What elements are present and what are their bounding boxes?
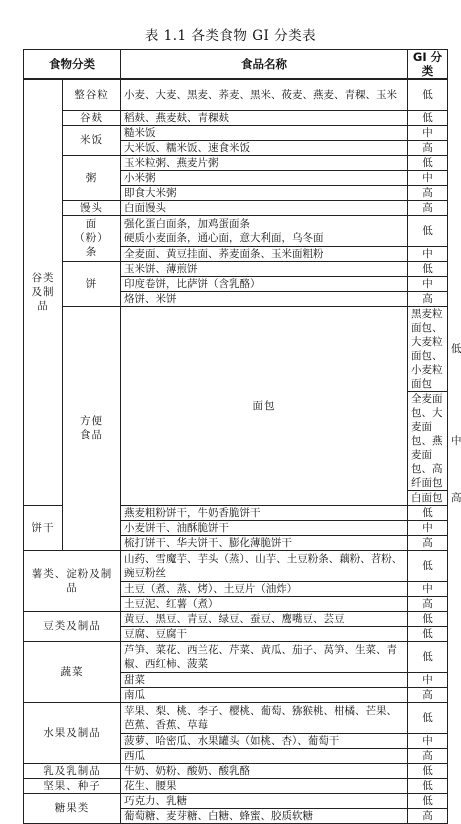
- table-row: [24, 611, 448, 626]
- gi-class-cell: 中: [408, 520, 448, 535]
- table-row: 白面包 高: [24, 490, 448, 505]
- gi-class-cell: 高: [408, 748, 448, 763]
- food-name-cell: 印度卷饼，比萨饼（含乳酪）: [121, 276, 408, 291]
- food-name-cell: 大米饭、糯米饭、速食米饭: [121, 140, 408, 155]
- food-name-cell: 甜菜: [121, 672, 408, 687]
- gi-class-cell: 低: [408, 110, 448, 125]
- food-name-cell: 西瓜: [121, 748, 408, 763]
- gi-class-cell: 中: [408, 125, 448, 140]
- gi-class-cell: 低: [408, 611, 448, 626]
- gi-class-cell: 低: [408, 626, 448, 641]
- table-row: [24, 200, 448, 215]
- food-name-cell: 黄豆、黑豆、青豆、绿豆、蚕豆、鹰嘴豆、芸豆: [121, 611, 408, 626]
- gi-class-cell: 中: [408, 672, 448, 687]
- table-row: [24, 215, 448, 246]
- food-name-cell: 梳打饼干、华夫饼干、膨化薄脆饼干: [121, 535, 408, 550]
- table-row: [24, 778, 448, 793]
- food-name-cell: 豆腐、豆腐干: [121, 626, 408, 641]
- table-row: [24, 793, 448, 808]
- gi-class-cell: 低: [408, 641, 448, 672]
- subcategory-cell: 谷麸: [63, 110, 121, 125]
- subcategory-cell: 饼干: [24, 505, 63, 550]
- gi-class-cell: 中: [408, 581, 448, 596]
- food-name-cell: 菠萝、哈密瓜、水果罐头（如桃、杏）、葡萄干: [121, 733, 408, 748]
- gi-class-cell: 高: [408, 808, 448, 823]
- food-name-cell: 土豆泥、红薯（煮）: [121, 596, 408, 611]
- subcategory-cell: 米饭: [63, 125, 121, 155]
- food-name-cell: 白面包: [408, 490, 448, 505]
- subcategory-cell: 饼: [63, 261, 121, 306]
- food-name-cell: 糙米饭: [121, 125, 408, 140]
- food-name-cell: 白面馒头: [121, 200, 408, 215]
- food-name-cell: 黑麦粒面包、大麦粒面包、小麦粒面包: [408, 306, 448, 391]
- table-row: 方便 食品 面包 黑麦粒面包、大麦粒面包、小麦粒面包 低: [24, 306, 448, 391]
- food-name-cell: 小米粥: [121, 170, 408, 185]
- gi-class-cell: 高: [408, 535, 448, 550]
- category-cell: 方便 食品: [63, 306, 121, 550]
- food-name-cell: 小麦饼干、油酥脆饼干: [121, 520, 408, 535]
- gi-class-cell: 低: [408, 79, 448, 110]
- gi-class-cell: 低: [408, 793, 448, 808]
- food-name-cell: 苹果、梨、桃、李子、樱桃、葡萄、猕猴桃、柑橘、芒果、芭蕉、香蕉、草莓: [121, 702, 408, 733]
- gi-class-cell: 低: [408, 763, 448, 778]
- table-row: [24, 550, 448, 581]
- gi-class-cell: 高: [408, 140, 448, 155]
- gi-class-cell: 高: [408, 200, 448, 215]
- gi-class-cell: 低: [408, 215, 448, 246]
- food-name-cell: 小麦、大麦、黑麦、荞麦、黑米、莜麦、燕麦、青稞、玉米: [121, 79, 408, 110]
- gi-class-cell: 低: [408, 505, 448, 520]
- gi-class-cell: 高: [408, 291, 448, 306]
- subcategory-cell: 粥: [63, 155, 121, 200]
- header-row: [24, 50, 448, 80]
- gi-class-cell: 高: [408, 596, 448, 611]
- category-cell: 豆类及制品: [24, 611, 121, 641]
- gi-classification-table: [23, 49, 461, 824]
- food-name-cell: 巧克力、乳糖: [121, 793, 408, 808]
- food-name-cell: 稻麸、燕麦麸、青稞麸: [121, 110, 408, 125]
- food-name-cell: 全麦面、黄豆挂面、荞麦面条、玉米面粗粉: [121, 246, 408, 261]
- header-food-name: 食品名称: [121, 50, 408, 80]
- gi-class-cell: 高: [408, 687, 448, 702]
- gi-class-cell: 低: [408, 155, 448, 170]
- food-name-cell: 即食大米粥: [121, 185, 408, 200]
- table-row: [24, 125, 448, 140]
- header-category: 食物分类: [24, 50, 121, 80]
- gi-class-cell: 中: [408, 733, 448, 748]
- gi-class-cell: 低: [408, 778, 448, 793]
- food-name-cell: 葡萄糖、麦芽糖、白糖、蜂蜜、胶质软糖: [121, 808, 408, 823]
- food-name-cell: 烙饼、米饼: [121, 291, 408, 306]
- table-row: [24, 110, 448, 125]
- food-name-cell: 强化蛋白面条，加鸡蛋面条 硬质小麦面条，通心面，意大利面，乌冬面: [121, 215, 408, 246]
- food-name-cell: 芦笋、菜花、西兰花、芹菜、黄瓜、茄子、莴笋、生菜、青椒、西红柿、菠菜: [121, 641, 408, 672]
- category-cell: 糖果类: [24, 793, 121, 823]
- food-name-cell: 玉米饼、薄煎饼: [121, 261, 408, 276]
- subcategory-cell: 面 （粉） 条: [63, 215, 121, 261]
- gi-class-cell: 低: [408, 261, 448, 276]
- food-name-cell: 花生、腰果: [121, 778, 408, 793]
- header-gi-class: GI 分类: [408, 50, 448, 80]
- category-cell: 坚果、种子: [24, 778, 121, 793]
- food-name-cell: 牛奶、奶粉、酸奶、酸乳酪: [121, 763, 408, 778]
- category-cell: 乳及乳制品: [24, 763, 121, 778]
- table-row: [24, 641, 448, 672]
- category-cell: 水果及制品: [24, 702, 121, 763]
- gi-class-cell: 低: [408, 702, 448, 733]
- subcategory-cell: 馒头: [63, 200, 121, 215]
- table-row: [24, 763, 448, 778]
- food-name-cell: 山药、雪魔芋、芋头（蒸）、山芋、土豆粉条、藕粉、苕粉、豌豆粉丝: [121, 550, 408, 581]
- table-row: [24, 155, 448, 170]
- gi-class-cell: 高: [408, 185, 448, 200]
- subcategory-cell: 面包: [121, 306, 408, 505]
- category-cell: 薯类、淀粉及制品: [24, 550, 121, 611]
- gi-class-cell: 低: [408, 550, 448, 581]
- table-title: 表 1.1 各类食物 GI 分类表: [144, 28, 317, 44]
- food-name-cell: 全麦面包、大麦面包、燕麦面包、高纤面包: [408, 391, 448, 490]
- table-body: [24, 79, 461, 823]
- gi-class-cell: 中: [408, 170, 448, 185]
- table-row: [24, 79, 448, 110]
- category-cell: 蔬菜: [24, 641, 121, 702]
- gi-class-cell: 中: [408, 276, 448, 291]
- food-name-cell: 燕麦粗粉饼干，牛奶香脆饼干: [121, 505, 408, 520]
- table-row: [24, 702, 448, 733]
- food-name-cell: 南瓜: [121, 687, 408, 702]
- food-name-cell: 土豆（煮、蒸、烤）、土豆片（油炸）: [121, 581, 408, 596]
- gi-class-cell: 中: [408, 246, 448, 261]
- table-row: [24, 261, 448, 276]
- food-name-cell: 玉米粒粥、燕麦片粥: [121, 155, 408, 170]
- subcategory-cell: 整谷粒: [63, 79, 121, 110]
- category-cell: 谷类 及制 品: [24, 79, 63, 505]
- table-row: 全麦面包、大麦面包、燕麦面包、高纤面包 中: [24, 391, 448, 490]
